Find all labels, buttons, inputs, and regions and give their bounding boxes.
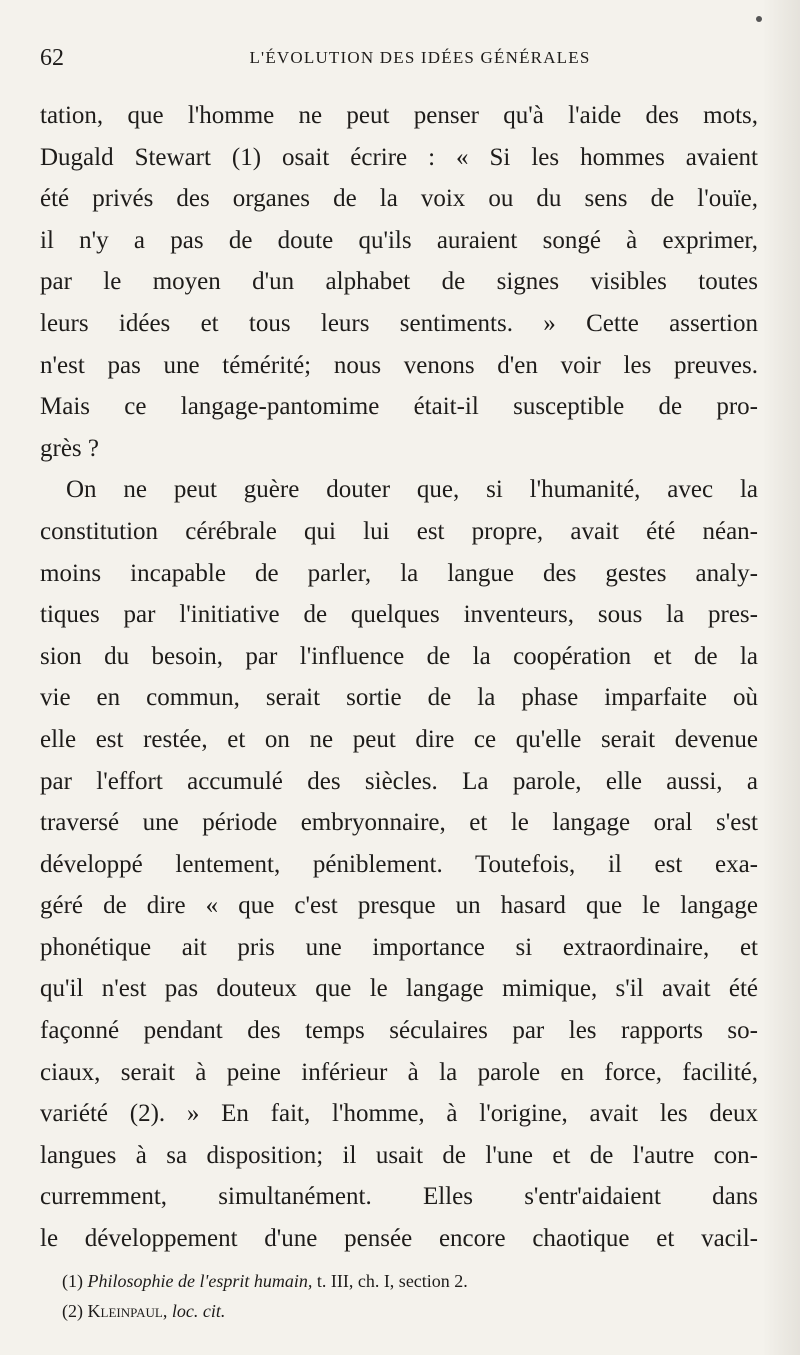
text-line: tation, que l'homme ne peut penser qu'à l'aide des mots, xyxy=(40,102,758,129)
text-line: par l'effort accumulé des siècles. La parole, elle aussi, a xyxy=(40,767,758,795)
text-line: Mais ce langage-pantomime était-il susceptible de pro- xyxy=(40,393,758,421)
text-line: moins incapable de parler, la langue des gestes analy- xyxy=(40,559,758,587)
text-line: variété (2). » En fait, l'homme, à l'origine, avait les deux xyxy=(40,1100,758,1128)
text-line: constitution cérébrale qui lui est propre, avait été néan- xyxy=(40,517,758,545)
footnote-marker: (2) xyxy=(62,1301,83,1321)
footnote-title: Philosophie de l'esprit humain, xyxy=(87,1271,313,1291)
text-line: langues à sa disposition; il usait de l'une et de l'autre con- xyxy=(40,1141,758,1169)
footnote-reference: t. III, ch. I, section 2. xyxy=(312,1271,468,1291)
text-line: curremment, simultanément. Elles s'entr'aidaient dans xyxy=(40,1183,758,1211)
body-text xyxy=(40,95,758,1260)
page-header xyxy=(40,40,760,76)
text-line: développé lentement, péniblement. Toutefois, il est exa- xyxy=(40,850,758,878)
text-line: façonné pendant des temps séculaires par les rapports so- xyxy=(40,1017,758,1045)
footnote-marker: (1) xyxy=(62,1271,83,1291)
footnotes xyxy=(62,1266,702,1326)
text-line: il n'y a pas de doute qu'ils auraient songé à exprimer, xyxy=(40,226,758,254)
paragraph-end-line: grès ? xyxy=(40,434,99,462)
footnote-reference: loc. cit. xyxy=(167,1301,226,1321)
text-line: géré de dire « que c'est presque un hasard que le langage xyxy=(40,892,758,920)
text-line: le développement d'une pensée encore chaotique et vacil- xyxy=(40,1225,758,1253)
text-line: tiques par l'initiative de quelques inventeurs, sous la pres- xyxy=(40,601,758,629)
footnote-1 xyxy=(62,1266,702,1296)
text-line: Dugald Stewart (1) osait écrire : « Si les hommes avaient xyxy=(40,143,758,171)
text-line: phonétique ait pris une importance si extraordinaire, et xyxy=(40,933,758,961)
text-line: traversé une période embryonnaire, et le langage oral s'est xyxy=(40,809,758,837)
text-line: sion du besoin, par l'influence de la coopération et de la xyxy=(40,642,758,670)
text-line: elle est restée, et on ne peut dire ce qu'elle serait devenue xyxy=(40,725,758,753)
footnote-author: Kleinpaul, xyxy=(87,1301,168,1321)
text-line: vie en commun, serait sortie de la phase imparfaite où xyxy=(40,684,758,712)
ink-speck xyxy=(756,16,762,22)
text-line: leurs idées et tous leurs sentiments. » Cette assertion xyxy=(40,309,758,337)
text-line: n'est pas une témérité; nous venons d'en voir les preuves. xyxy=(40,351,758,379)
paragraph-first-line: On ne peut guère douter que, si l'humanité, avec la xyxy=(66,476,758,504)
text-line: ciaux, serait à peine inférieur à la parole en force, facilité, xyxy=(40,1058,758,1086)
text-line: qu'il n'est pas douteux que le langage mimique, s'il avait été xyxy=(40,975,758,1003)
text-line: été privés des organes de la voix ou du sens de l'ouïe, xyxy=(40,185,758,213)
running-title: L'ÉVOLUTION DES IDÉES GÉNÉRALES xyxy=(249,48,591,67)
text-line: par le moyen d'un alphabet de signes visibles toutes xyxy=(40,268,758,296)
footnote-2 xyxy=(62,1296,702,1326)
page-number: 62 xyxy=(40,45,64,71)
facing-page-bleed xyxy=(762,0,800,1355)
